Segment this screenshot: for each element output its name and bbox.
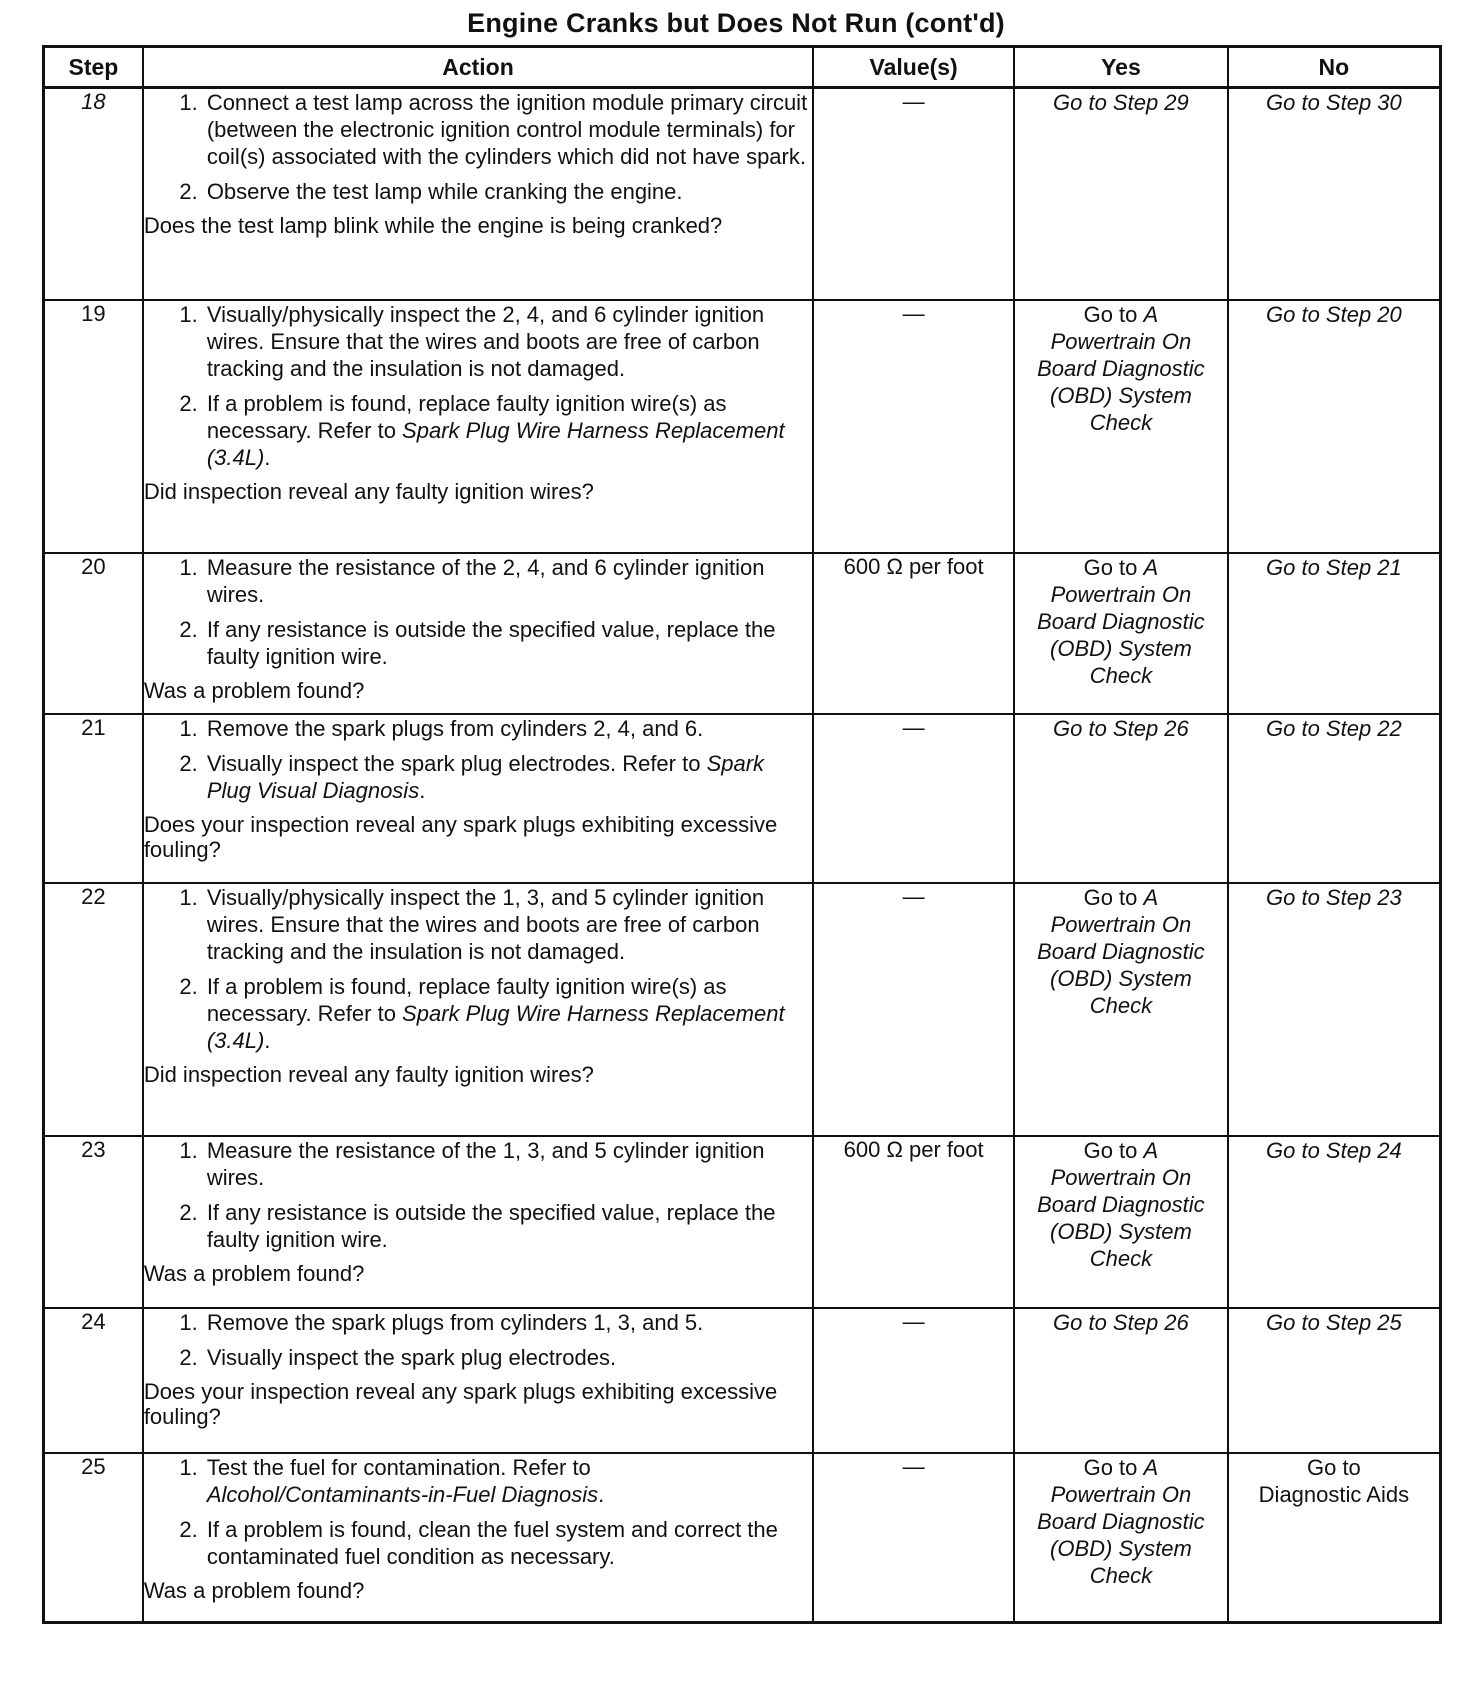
no-cell — [1228, 714, 1441, 883]
no-text: Go to Step 25 — [1266, 1309, 1402, 1335]
action-cell — [143, 88, 813, 300]
action-item: 2. If a problem is found, clean the fuel system and correct the contaminated fuel condition as necessary. — [204, 1516, 812, 1570]
no-text: Go to Step 23 — [1266, 884, 1402, 910]
action-question: Did inspection reveal any faulty ignition wires? — [143, 1061, 594, 1087]
table-row — [44, 1453, 1441, 1623]
table-row — [44, 714, 1441, 883]
no-cell — [1228, 1308, 1441, 1453]
action-question: Does the test lamp blink while the engine is being cranked? — [143, 213, 723, 238]
yes-cell — [1014, 1136, 1228, 1308]
no-line2: Diagnostic Aids — [1258, 1481, 1410, 1507]
action-item: 2. Visually inspect the spark plug electrodes. Refer to Spark Plug Visual Diagnosis. — [204, 750, 812, 804]
obd-a: A — [1143, 1454, 1159, 1480]
obd-line4: (OBD) System — [1050, 382, 1192, 408]
step-number: 25 — [44, 1453, 143, 1623]
header-step: Step — [44, 47, 143, 88]
yes-cell — [1014, 714, 1228, 883]
action-cell — [143, 1136, 813, 1308]
reference-link[interactable]: Alcohol/Contaminants-in-Fuel Diagnosis — [206, 1481, 599, 1507]
step-number: 20 — [44, 553, 143, 714]
no-text: Go to Step 30 — [1266, 90, 1402, 115]
action-item: 2. If a problem is found, replace faulty ignition wire(s) as necessary. Refer to Spark Plug Wire Harness Replacement (3.4L). — [204, 973, 812, 1054]
action-item: 1. Test the fuel for contamination. Refer to Alcohol/Contaminants-in-Fuel Diagnosis. — [204, 1454, 812, 1508]
value-cell: — — [813, 1308, 1014, 1453]
no-text: Go to Step 20 — [1266, 301, 1402, 327]
header-action: Action — [143, 47, 813, 88]
reference-link[interactable]: Spark Plug Wire Harness Replacement (3.4L) — [206, 1000, 785, 1053]
obd-line5: Check — [1089, 662, 1153, 688]
obd-line2: Powertrain On — [1050, 581, 1192, 607]
yes-cell — [1014, 883, 1228, 1136]
obd-go-to: Go to — [1083, 301, 1138, 327]
action-item: 1. Connect a test lamp across the ignition module primary circuit (between the electronic ignition control module terminals) for coil(s) associated with the cylinders which did not have spark. — [204, 89, 812, 170]
obd-line3: Board Diagnostic — [1037, 1191, 1205, 1217]
no-cell — [1228, 553, 1441, 714]
obd-go-to: Go to — [1083, 1454, 1138, 1480]
obd-line4: (OBD) System — [1050, 1535, 1192, 1561]
action-item: 2. Visually inspect the spark plug electrodes. — [204, 1344, 812, 1371]
diagnostic-table — [42, 45, 1442, 1624]
obd-line2: Powertrain On — [1050, 328, 1192, 354]
obd-line3: Board Diagnostic — [1037, 938, 1205, 964]
obd-go-to: Go to — [1083, 1137, 1138, 1163]
reference-link[interactable]: Spark Plug Wire Harness Replacement (3.4L) — [206, 417, 785, 470]
obd-line3: Board Diagnostic — [1037, 355, 1205, 381]
obd-line3: Board Diagnostic — [1037, 1508, 1205, 1534]
action-item: 2. Observe the test lamp while cranking the engine. — [204, 178, 812, 205]
value-cell: — — [813, 300, 1014, 553]
value-cell: — — [813, 1453, 1014, 1623]
no-text: Go to Step 21 — [1266, 554, 1402, 580]
step-number: 22 — [44, 883, 143, 1136]
obd-line4: (OBD) System — [1050, 635, 1192, 661]
action-item-text: If a problem is found, replace faulty ignition wire(s) as necessary. Refer to — [206, 973, 727, 1026]
no-cell — [1228, 300, 1441, 553]
action-item: 1. Remove the spark plugs from cylinders 2, 4, and 6. — [204, 715, 812, 742]
yes-cell — [1014, 88, 1228, 300]
no-cell — [1228, 88, 1441, 300]
value-cell: — — [813, 883, 1014, 1136]
table-row — [44, 553, 1441, 714]
obd-check-reference[interactable] — [1015, 1454, 1227, 1589]
obd-line5: Check — [1089, 992, 1153, 1018]
no-text: Go to Step 22 — [1266, 715, 1402, 741]
value-cell: 600 Ω per foot — [813, 553, 1014, 714]
obd-line2: Powertrain On — [1050, 1481, 1192, 1507]
no-cell — [1228, 883, 1441, 1136]
action-question: Did inspection reveal any faulty ignition wires? — [143, 478, 594, 504]
action-item-text: Visually inspect the spark plug electrodes. Refer to — [206, 750, 707, 776]
obd-line2: Powertrain On — [1050, 911, 1192, 937]
table-row — [44, 88, 1441, 300]
yes-cell — [1014, 1453, 1228, 1623]
action-item: 1. Measure the resistance of the 1, 3, and 5 cylinder ignition wires. — [204, 1137, 812, 1191]
step-number: 23 — [44, 1136, 143, 1308]
table-row — [44, 1308, 1441, 1453]
action-item-text: Test the fuel for contamination. Refer to — [206, 1454, 591, 1480]
step-number: 24 — [44, 1308, 143, 1453]
obd-check-reference[interactable] — [1015, 554, 1227, 689]
action-cell — [143, 553, 813, 714]
step-number: 19 — [44, 300, 143, 553]
action-item: 2. If a problem is found, replace faulty ignition wire(s) as necessary. Refer to Spark Plug Wire Harness Replacement (3.4L). — [204, 390, 812, 471]
obd-a: A — [1143, 301, 1159, 327]
obd-check-reference[interactable] — [1015, 1137, 1227, 1272]
obd-a: A — [1143, 554, 1159, 580]
obd-line5: Check — [1089, 1562, 1153, 1588]
obd-line4: (OBD) System — [1050, 965, 1192, 991]
yes-text: Go to Step 29 — [1053, 90, 1189, 115]
action-question: Does your inspection reveal any spark plugs exhibiting excessive fouling? — [143, 1378, 778, 1429]
obd-line2: Powertrain On — [1050, 1164, 1192, 1190]
action-cell — [143, 883, 813, 1136]
action-item: 1. Visually/physically inspect the 1, 3, and 5 cylinder ignition wires. Ensure that the wires and boots are free of carbon tracking and the insulation is not damaged. — [204, 884, 812, 965]
no-cell — [1228, 1136, 1441, 1308]
page-title: Engine Cranks but Does Not Run (cont'd) — [467, 8, 1005, 38]
reference-link[interactable]: Spark Plug Visual Diagnosis — [206, 750, 765, 803]
yes-text: Go to Step 26 — [1053, 715, 1189, 741]
no-cell — [1228, 1453, 1441, 1623]
action-question: Was a problem found? — [143, 677, 365, 703]
action-item: 1. Remove the spark plugs from cylinders 1, 3, and 5. — [204, 1309, 812, 1336]
header-yes: Yes — [1014, 47, 1228, 88]
obd-line5: Check — [1089, 409, 1153, 435]
step-number: 18 — [44, 88, 143, 300]
action-item: 2. If any resistance is outside the specified value, replace the faulty ignition wire. — [204, 1199, 812, 1253]
table-row — [44, 1136, 1441, 1308]
action-cell — [143, 1308, 813, 1453]
table-header-row — [44, 47, 1441, 88]
action-question: Was a problem found? — [143, 1577, 365, 1603]
obd-a: A — [1143, 884, 1159, 910]
no-text: Go to Step 24 — [1266, 1137, 1402, 1163]
no-line1: Go to — [1306, 1454, 1361, 1480]
yes-text: Go to Step 26 — [1053, 1309, 1189, 1335]
obd-go-to: Go to — [1083, 884, 1138, 910]
yes-cell — [1014, 300, 1228, 553]
action-question: Was a problem found? — [143, 1260, 365, 1286]
action-item-text: If a problem is found, replace faulty ignition wire(s) as necessary. Refer to — [206, 390, 727, 443]
action-cell — [143, 714, 813, 883]
obd-line3: Board Diagnostic — [1037, 608, 1205, 634]
value-cell: — — [813, 88, 1014, 300]
action-item: 1. Measure the resistance of the 2, 4, and 6 cylinder ignition wires. — [204, 554, 812, 608]
header-no: No — [1228, 47, 1441, 88]
action-question: Does your inspection reveal any spark plugs exhibiting excessive fouling? — [143, 811, 778, 862]
diagnostic-aids-reference[interactable] — [1229, 1454, 1439, 1508]
obd-line4: (OBD) System — [1050, 1218, 1192, 1244]
step-number: 21 — [44, 714, 143, 883]
value-cell: — — [813, 714, 1014, 883]
obd-check-reference[interactable] — [1015, 301, 1227, 436]
value-cell: 600 Ω per foot — [813, 1136, 1014, 1308]
yes-cell — [1014, 553, 1228, 714]
yes-cell — [1014, 1308, 1228, 1453]
action-cell — [143, 1453, 813, 1623]
obd-line5: Check — [1089, 1245, 1153, 1271]
header-values: Value(s) — [813, 47, 1014, 88]
table-row — [44, 883, 1441, 1136]
obd-check-reference[interactable] — [1015, 884, 1227, 1019]
action-cell — [143, 300, 813, 553]
table-row — [44, 300, 1441, 553]
action-item: 2. If any resistance is outside the specified value, replace the faulty ignition wire. — [204, 616, 812, 670]
obd-a: A — [1143, 1137, 1159, 1163]
action-item: 1. Visually/physically inspect the 2, 4, and 6 cylinder ignition wires. Ensure that the wires and boots are free of carbon tracking and the insulation is not damaged. — [204, 301, 812, 382]
obd-go-to: Go to — [1083, 554, 1138, 580]
